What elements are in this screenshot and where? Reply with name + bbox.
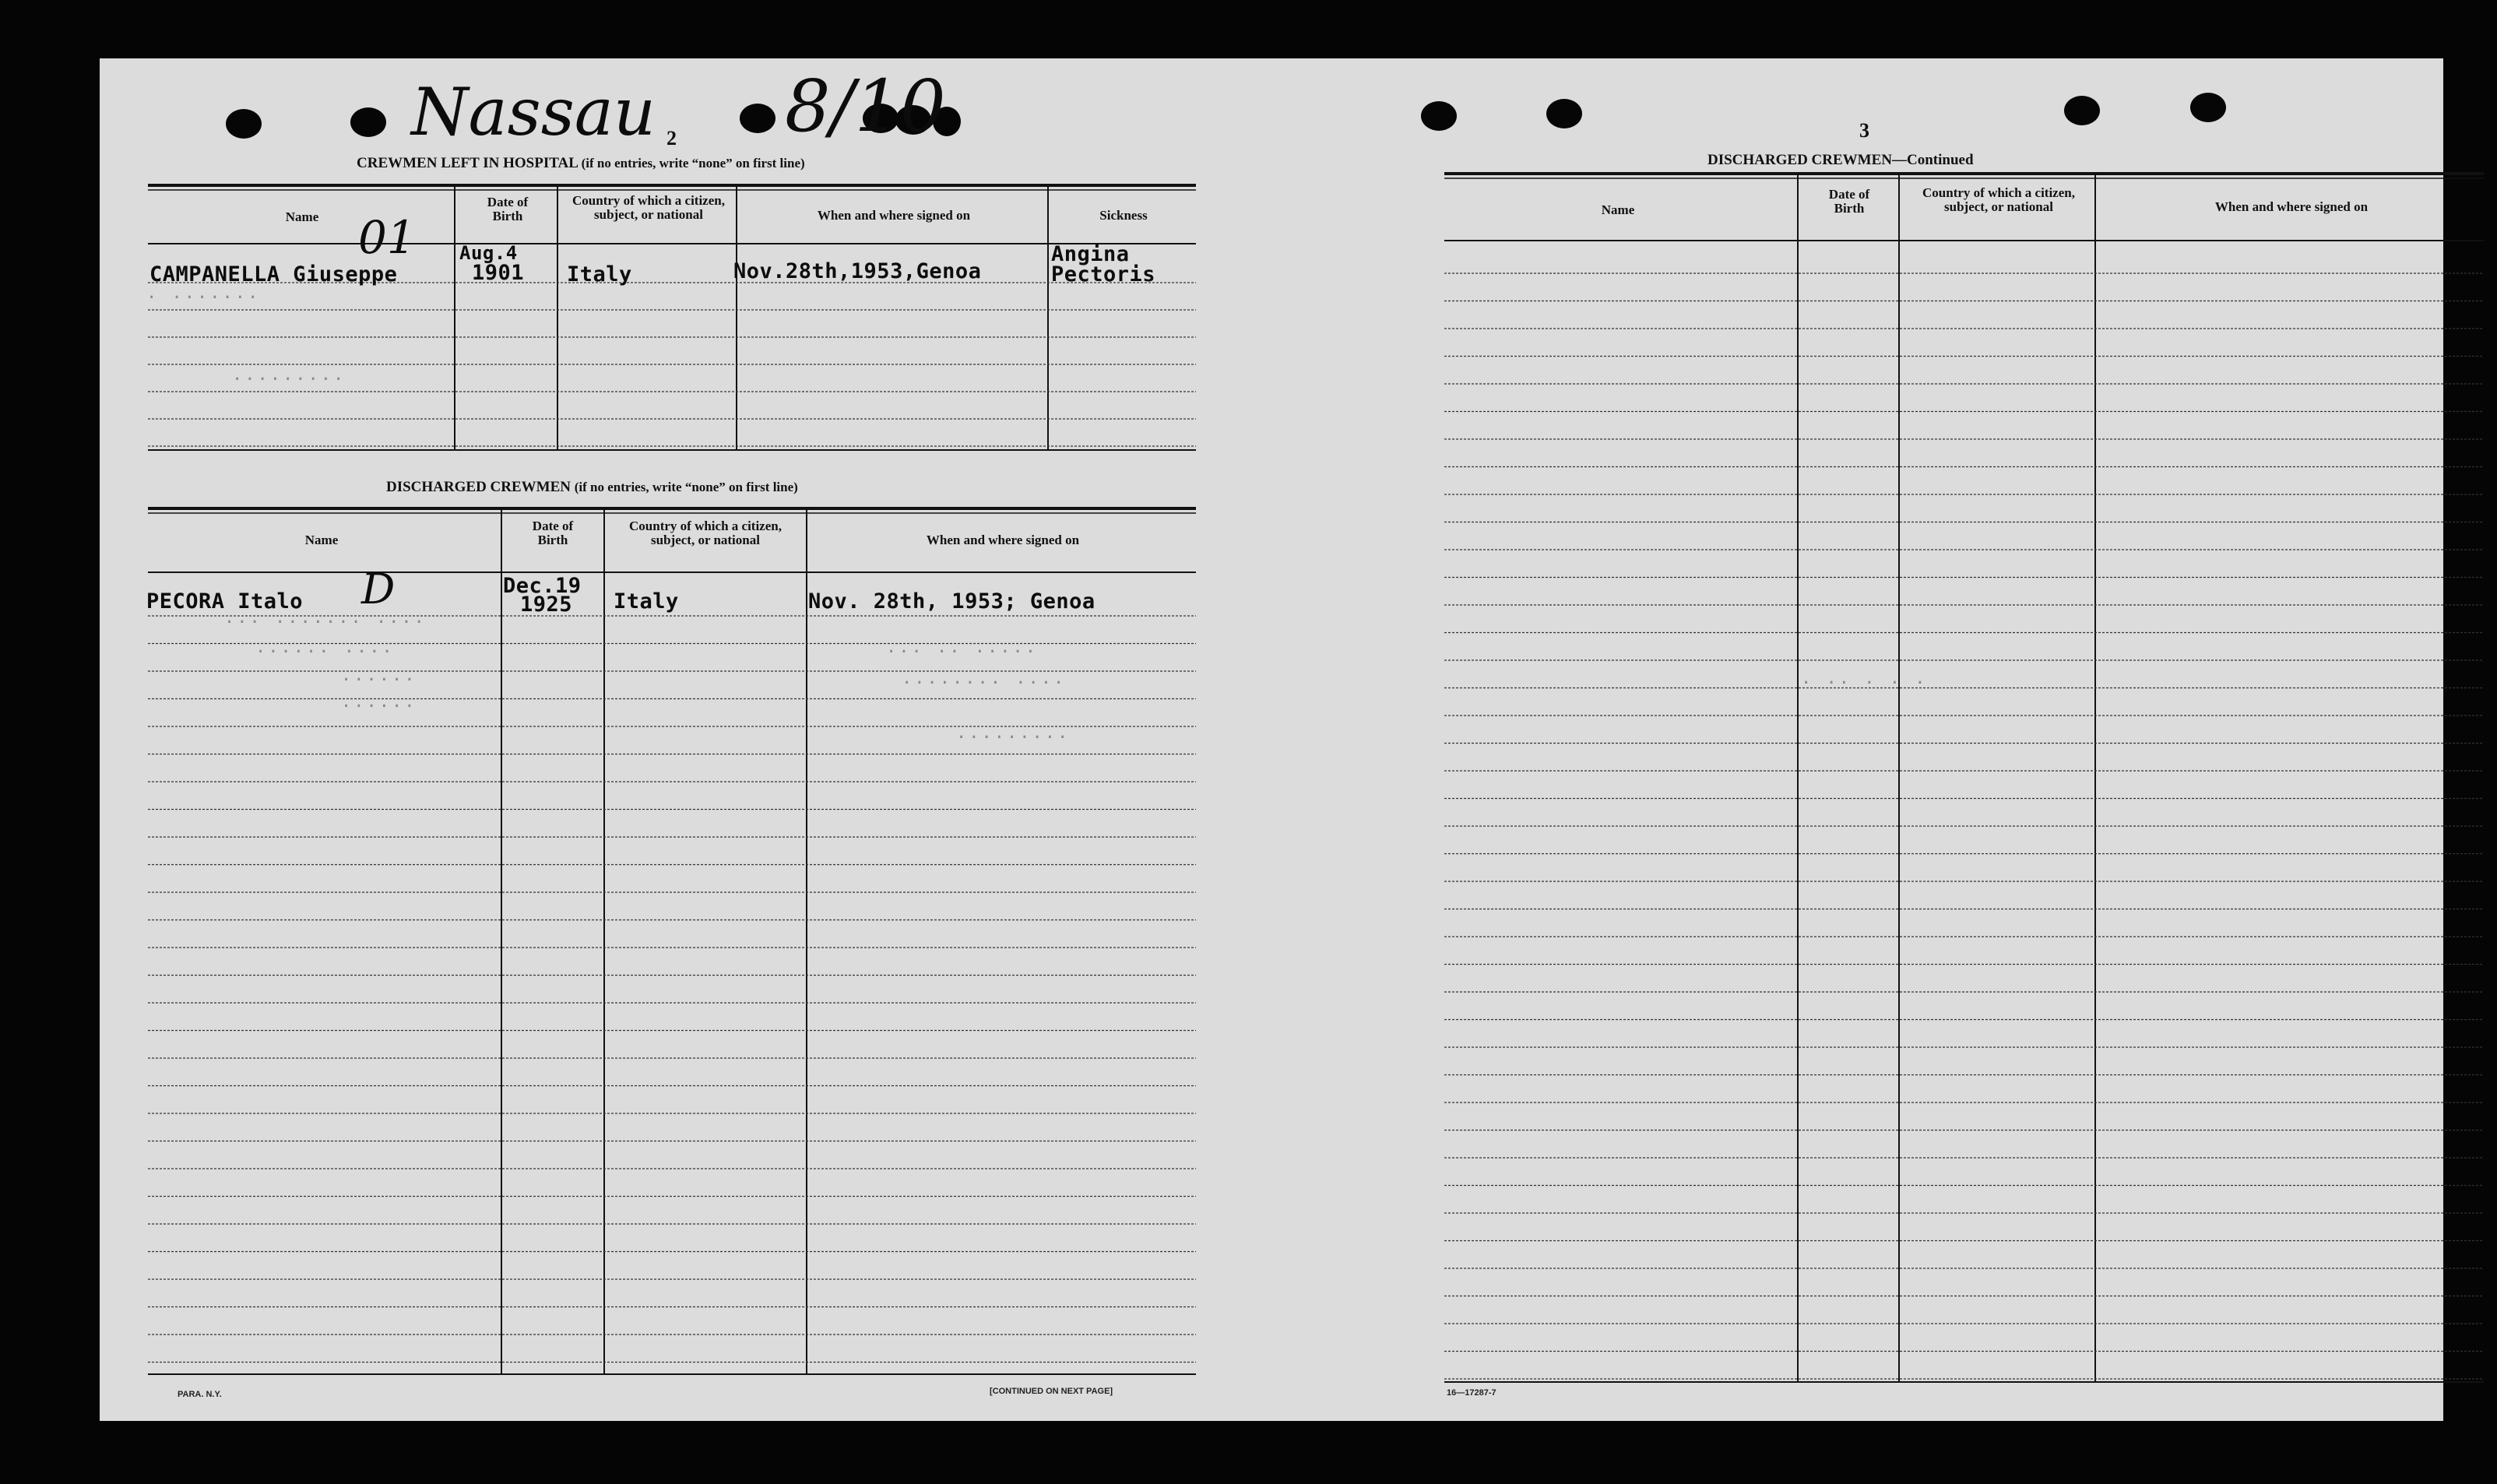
manifest-sheet xyxy=(100,58,2443,1421)
hospital-entry-signed: Nov.28th,1953,Genoa xyxy=(733,259,982,283)
hospital-col-signed: When and where signed on xyxy=(817,208,971,223)
footer-continued: [CONTINUED ON NEXT PAGE] xyxy=(990,1387,1113,1396)
hospital-ruled-lines xyxy=(148,283,1196,446)
discharged-entry-annotation: D xyxy=(361,564,396,614)
right-col-dob: Date of Birth xyxy=(1828,187,1870,216)
bleed-through-mark: · ······· xyxy=(146,288,261,308)
footer-form-number: 16—17287-7 xyxy=(1447,1388,1496,1398)
bleed-through-mark: ········· xyxy=(232,370,346,389)
footer-printer: PARA. N.Y. xyxy=(178,1390,222,1399)
discharged-entry-name: PECORA Italo xyxy=(146,589,304,614)
hospital-title: CREWMEN LEFT IN HOSPITAL xyxy=(357,155,578,171)
left-page xyxy=(100,58,1271,1421)
hospital-col-dob: Date of Birth xyxy=(487,195,529,223)
discharged-col-dob: Date of Birth xyxy=(532,519,574,547)
discharged-entry-dob-month: Dec.19 xyxy=(503,574,582,598)
discharged-section-title xyxy=(386,479,798,496)
discharged-entry-country: Italy xyxy=(614,589,679,614)
hospital-entry-annotation: 01 xyxy=(358,211,416,264)
right-col-name: Name xyxy=(1601,202,1635,217)
hospital-col-sickness: Sickness xyxy=(1099,208,1148,223)
page-number: 3 xyxy=(1859,119,1869,142)
discharged-title-note: (if no entries, write “none” on first line) xyxy=(574,480,798,494)
bleed-through-mark: ······ xyxy=(341,697,417,716)
discharged-entry-signed: Nov. 28th, 1953; Genoa xyxy=(808,589,1096,614)
right-col-country: Country of which a citizen, subject, or national xyxy=(1922,185,2075,214)
discharged-col-signed: When and where signed on xyxy=(926,533,1080,547)
hospital-entry-name: CAMPANELLA Giuseppe xyxy=(149,262,398,287)
bleed-through-mark: · ·· · · · xyxy=(1801,673,1928,693)
hospital-entry-sickness-line1: Angina xyxy=(1051,242,1130,266)
discharged-col-country: Country of which a citizen, subject, or national xyxy=(629,519,782,547)
discharged-continued-title: DISCHARGED CREWMEN—Continued xyxy=(1707,152,1974,168)
hospital-col-country: Country of which a citizen, subject, or national xyxy=(572,193,725,222)
hospital-title-note: (if no entries, write “none” on first line) xyxy=(581,156,805,171)
bleed-through-mark: ······ ···· xyxy=(255,642,395,662)
hospital-entry-dob-month: Aug.4 xyxy=(459,242,518,264)
discharged-title: DISCHARGED CREWMEN xyxy=(386,479,571,495)
page-number: 2 xyxy=(666,127,677,149)
bleed-through-mark: ········· xyxy=(956,728,1071,747)
right-ruled-lines xyxy=(1444,273,2484,1379)
handwritten-ship-name: Nassau xyxy=(411,74,656,150)
bleed-through-mark: ··· ·· ····· xyxy=(886,642,1038,662)
discharged-entry-dob-year: 1925 xyxy=(520,593,573,617)
hospital-entry-dob-year: 1901 xyxy=(472,261,525,285)
handwritten-mark: 8/10 xyxy=(785,65,946,148)
discharged-col-name: Name xyxy=(304,533,339,547)
hospital-entry-sickness-line2: Pectoris xyxy=(1051,262,1156,287)
hospital-col-name: Name xyxy=(285,209,319,224)
right-page xyxy=(1271,58,2443,1421)
bleed-through-mark: ··· ······· ···· xyxy=(224,613,427,632)
hospital-entry-country: Italy xyxy=(567,262,632,287)
right-col-signed: When and where signed on xyxy=(2214,199,2369,214)
bleed-through-mark: ······ xyxy=(341,670,417,690)
bleed-through-mark: ········ ···· xyxy=(902,673,1067,693)
right-page-grid xyxy=(1271,58,2443,1421)
